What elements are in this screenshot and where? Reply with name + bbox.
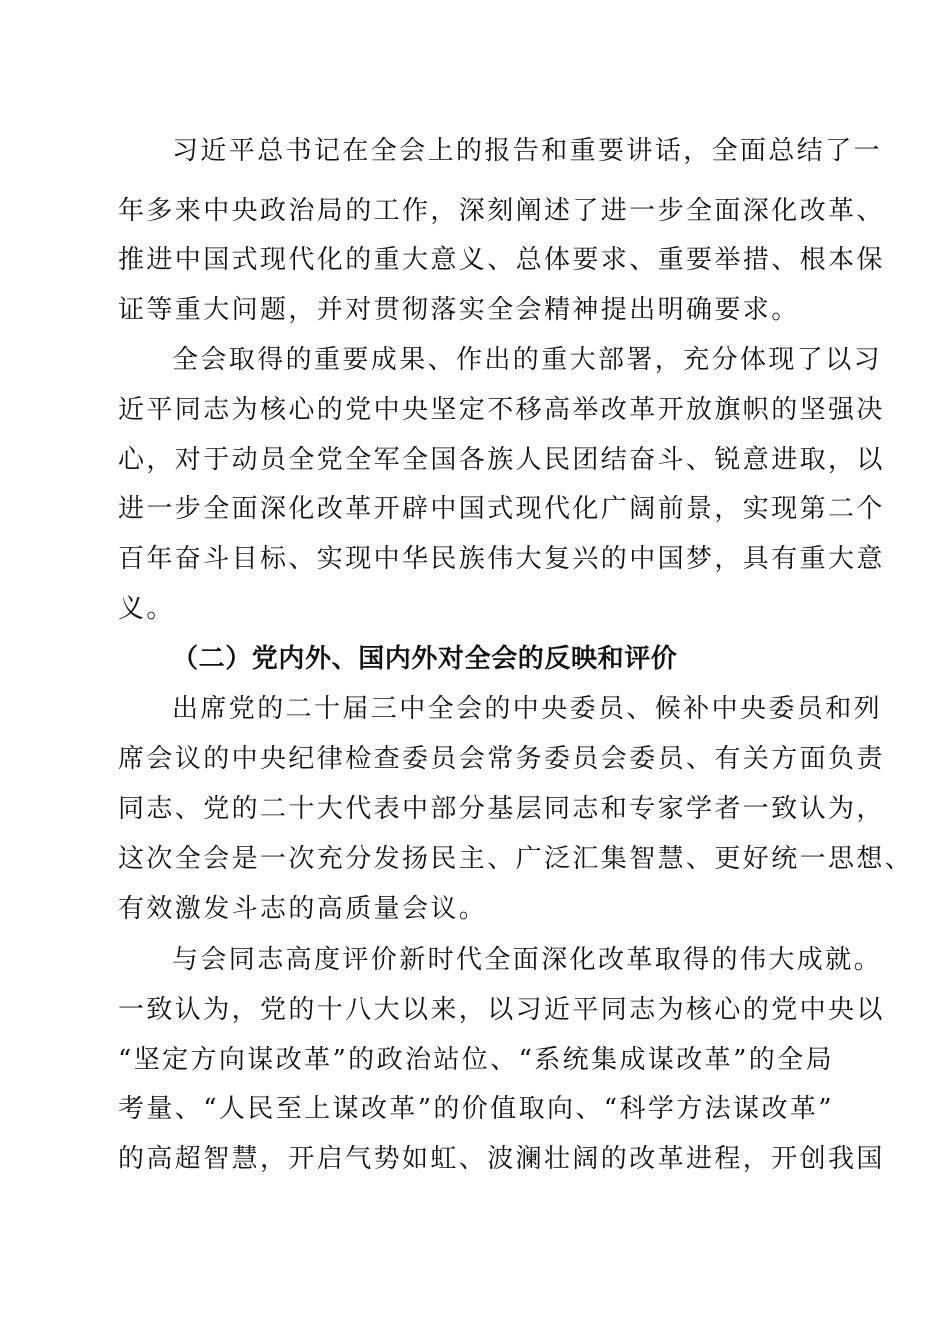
text-line: 习近平总书记在全会上的报告和重要讲话，全面总结了一 xyxy=(172,136,883,166)
text-line: 一致认为，党的十八大以来，以习近平同志为核心的党中央以 xyxy=(118,995,885,1025)
text-line: 心，对于动员全党全军全国各族人民团结奋斗、锐意进取，以 xyxy=(118,445,885,475)
text-line: 近平同志为核心的党中央坚定不移高举改革开放旗帜的坚强决 xyxy=(118,395,885,425)
text-line: 百年奋斗目标、实现中华民族伟大复兴的中国梦，具有重大意 xyxy=(118,544,885,574)
text-line: 与会同志高度评价新时代全面深化改革取得的伟大成就。 xyxy=(172,945,883,975)
text-line: 这次全会是一次充分发扬民主、广泛汇集智慧、更好统一思想、 xyxy=(118,844,914,874)
text-line: 进一步全面深化改革开辟中国式现代化广阔前景，实现第二个 xyxy=(118,494,885,524)
text-line: 证等重大问题，并对贯彻落实全会精神提出明确要求。 xyxy=(118,295,800,325)
text-line: 席会议的中央纪律检查委员会常务委员会委员、有关方面负责 xyxy=(118,744,885,774)
text-line: 年多来中央政治局的工作，深刻阐述了进一步全面深化改革、 xyxy=(118,196,885,226)
text-line: 考量、“人民至上谋改革”的价值取向、“科学方法谋改革” xyxy=(118,1094,834,1124)
section-heading: （二）党内外、国内外对全会的反映和评价 xyxy=(172,644,678,674)
text-line: 出席党的二十届三中全会的中央委员、候补中央委员和列 xyxy=(172,694,883,724)
text-line: 有效激发斗志的高质量会议。 xyxy=(118,894,488,924)
text-line: 义。 xyxy=(118,594,175,624)
text-line: “坚定方向谋改革”的政治站位、“系统集成谋改革”的全局 xyxy=(118,1045,834,1075)
text-line: 推进中国式现代化的重大意义、总体要求、重要举措、根本保 xyxy=(118,245,885,275)
text-line: 全会取得的重要成果、作出的重大部署，充分体现了以习 xyxy=(172,345,883,375)
text-line: 同志、党的二十大代表中部分基层同志和专家学者一致认为， xyxy=(118,794,885,824)
text-line: 的高超智慧，开启气势如虹、波澜壮阔的改革进程，开创我国 xyxy=(118,1144,885,1174)
